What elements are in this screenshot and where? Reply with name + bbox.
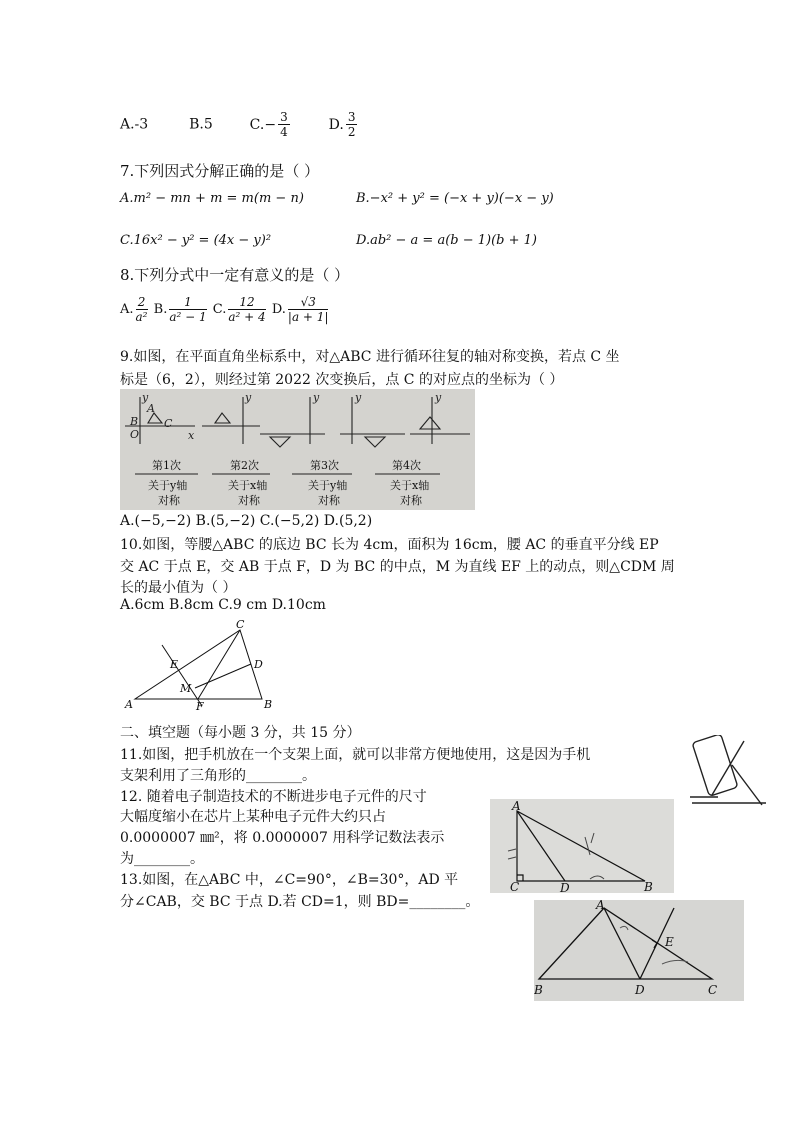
q10-options: A.6cm B.8cm C.9 cm D.10cm — [120, 597, 326, 613]
svg-text:y: y — [142, 391, 149, 404]
svg-text:D: D — [254, 658, 263, 671]
q9-figure-photo — [120, 389, 475, 510]
svg-text:y: y — [245, 391, 252, 404]
svg-text:关于y轴: 关于y轴 — [308, 479, 348, 492]
svg-text:C: C — [510, 880, 520, 893]
q12-line4: 为________。 — [120, 851, 204, 867]
q10-line1: 10.如图，等腰△ABC 的底边 BC 长为 4cm，面积为 16cm，腰 AC 的垂直平分线 EP — [120, 537, 659, 553]
q10-line2: 交 AC 于点 E，交 AB 于点 F，D 为 BC 的中点，M 为直线 EF 上的动点，则△CDM 周 — [120, 559, 675, 575]
svg-text:C: C — [236, 618, 245, 631]
svg-text:B: B — [130, 415, 139, 428]
svg-text:B: B — [264, 698, 273, 710]
svg-text:A: A — [125, 698, 133, 710]
q6-option-d: D. $\frac{3}{2}$ — [328, 110, 356, 139]
q12-line3: 0.0000007 ㎜²，将 0.0000007 用科学记数法表示 — [120, 830, 445, 846]
q13-figure1 — [490, 799, 674, 893]
q10-line3: 长的最小值为（ ） — [120, 580, 237, 596]
svg-text:y: y — [355, 391, 362, 404]
svg-text:F: F — [196, 700, 204, 710]
q12-line2: 大幅度缩小在芯片上某种电子元件大约只占 — [120, 809, 386, 825]
svg-text:D: D — [635, 983, 645, 997]
q13-line1: 13.如图，在△ABC 中，∠C=90°，∠B=30°，AD 平 — [120, 872, 459, 888]
q7-option-b: B.−x² + y² = (−x + y)(−x − y) — [356, 191, 554, 206]
svg-text:O: O — [130, 428, 140, 441]
svg-text:A: A — [147, 402, 155, 415]
svg-text:第2次: 第2次 — [230, 459, 259, 472]
q9-stem-line2: 标是（6，2），则经过第 2022 次变换后，点 C 的对应点的坐标为（ ） — [120, 372, 564, 388]
svg-text:E: E — [665, 935, 674, 949]
q11-line1: 11.如图，把手机放在一个支架上面，就可以非常方便地使用，这是因为手机 — [120, 747, 591, 763]
svg-text:B: B — [644, 880, 653, 893]
svg-text:对称: 对称 — [318, 494, 340, 507]
phone-stand-figure — [682, 735, 772, 813]
q10-figure — [120, 618, 280, 710]
svg-text:D: D — [560, 881, 570, 893]
svg-text:B: B — [534, 983, 543, 997]
section-2-heading: 二、填空题（每小题 3 分，共 15 分） — [120, 725, 361, 741]
svg-text:y: y — [435, 391, 442, 404]
q13-figure2 — [534, 900, 744, 1001]
svg-text:对称: 对称 — [400, 494, 422, 507]
svg-text:C: C — [708, 983, 718, 997]
svg-text:C: C — [164, 417, 173, 430]
q13-figure2-photo — [534, 900, 744, 1001]
q12-line1: 12. 随着电子制造技术的不断进步电子元件的尺寸 — [120, 789, 427, 805]
q13-line2: 分∠CAB，交 BC 于点 D.若 CD=1，则 BD=________。 — [120, 894, 480, 910]
q9-options: A.(−5,−2) B.(5,−2) C.(−5,2) D.(5,2) — [120, 513, 373, 529]
svg-text:关于x轴: 关于x轴 — [390, 479, 430, 492]
q8-stem: 8.下列分式中一定有意义的是（ ） — [120, 266, 350, 284]
q7-stem: 7.下列因式分解正确的是（ ） — [120, 162, 320, 180]
q6-option-a: A.-3 — [120, 116, 149, 133]
svg-text:y: y — [313, 391, 320, 404]
q7-option-d: D.ab² − a = a(b − 1)(b + 1) — [356, 233, 537, 248]
svg-text:第4次: 第4次 — [392, 459, 421, 472]
q7-option-a: A.m² − mn + m = m(m − n) — [120, 191, 304, 206]
svg-text:E: E — [170, 658, 179, 671]
q7-option-c: C.16x² − y² = (4x − y)² — [120, 233, 272, 248]
svg-text:A: A — [596, 900, 605, 912]
q9-stem-line1: 9.如图，在平面直角坐标系中，对△ABC 进行循环往复的轴对称变换，若点 C 坐 — [120, 349, 620, 365]
svg-text:x: x — [188, 429, 195, 442]
svg-text:关于y轴: 关于y轴 — [148, 479, 188, 492]
svg-text:A: A — [512, 799, 521, 813]
q13-figure1-photo — [490, 799, 674, 893]
q11-line2: 支架利用了三角形的________。 — [120, 768, 316, 784]
svg-text:M: M — [180, 682, 192, 695]
svg-text:关于x轴: 关于x轴 — [228, 479, 268, 492]
svg-text:第3次: 第3次 — [310, 459, 339, 472]
q9-figure — [120, 389, 475, 510]
svg-text:第1次: 第1次 — [152, 459, 181, 472]
svg-text:对称: 对称 — [238, 494, 260, 507]
svg-text:对称: 对称 — [158, 494, 180, 507]
q6-options — [120, 110, 359, 139]
q6-option-b: B.5 — [189, 116, 213, 133]
q6-option-c: C.− $\frac{3}{4}$ — [249, 110, 288, 139]
q8-options: A. $\frac{2}{\text{a²}}$ B. $\frac{1}{\text{a² − 1}}$ C. $\frac{12}{\text{a² + 4}}$ D. $\frac{√3}{|a + 1|}$ — [120, 295, 329, 324]
